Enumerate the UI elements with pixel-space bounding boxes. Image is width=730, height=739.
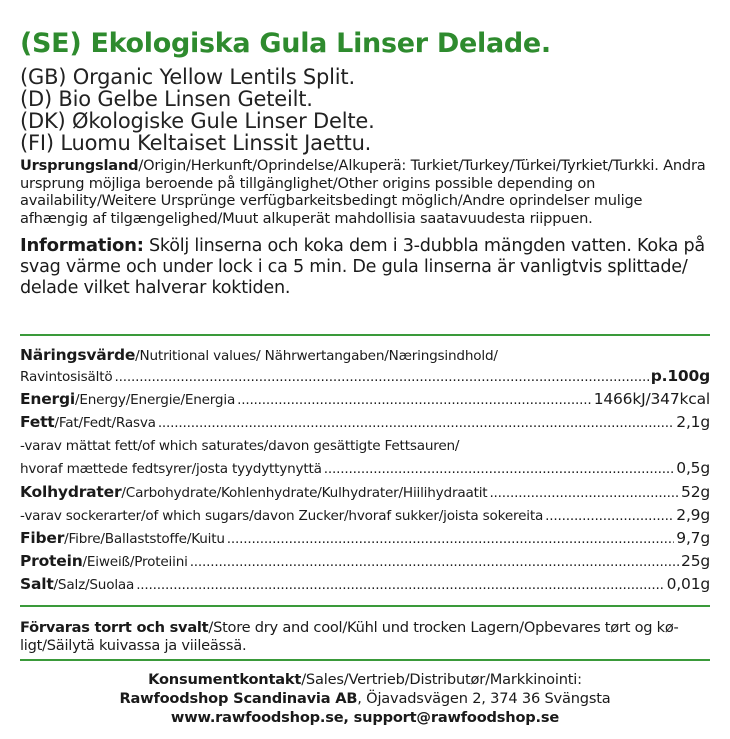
nutrient-translations: /Eiweiß/Proteiini: [82, 554, 188, 570]
dot-leader: [237, 392, 592, 408]
contact-line-3: [20, 708, 710, 727]
contact-line-1: [20, 670, 710, 689]
nutrient-value: 2,9g: [676, 506, 710, 524]
nutrition-header-rest: /Nutritional values/ Nährwertangaben/Næringsindhold/: [135, 348, 498, 364]
nutrient-value: 2,1g: [676, 413, 710, 431]
nutrition-row-protein: [20, 552, 710, 570]
information-paragraph: [20, 235, 712, 299]
contact-web-email: www.rawfoodshop.se, support@rawfoodshop.se: [170, 709, 560, 726]
contact-block: [20, 670, 710, 727]
nutrition-row-sugars: [20, 506, 710, 524]
nutrient-translations: /Energy/Energie/Energia: [75, 392, 236, 408]
nutrition-row-saturates: [20, 459, 710, 477]
translation-dk: (DK) Økologiske Gule Linser Delte.: [20, 109, 375, 133]
storage-text: /Store dry and cool/Kühl und trocken Lagern/Opbevares tørt og kø-ligt/Säilytä kuivassa ja viileässä.: [20, 619, 679, 654]
nutrient-translations: /Fat/Fedt/Rasva: [54, 415, 156, 431]
dot-leader: [489, 485, 679, 501]
information-label: Information:: [20, 235, 144, 256]
nutrient-translations: -varav sockerarter/of which sugars/davon Zucker/hvoraf sukker/joista sokereita: [20, 508, 544, 524]
nutrition-per-row: [20, 367, 710, 385]
nutrient-translations: /Fibre/Ballaststoffe/Kuitu: [64, 531, 225, 547]
nutrition-row-fibre: [20, 529, 710, 547]
contact-address: , Öjavadsvägen 2, 374 36 Svängsta: [357, 690, 611, 707]
nutrition-header-bold: Näringsvärde: [20, 346, 136, 364]
nutrient-value: 0,01g: [666, 575, 710, 593]
dot-leader: [136, 577, 664, 593]
dot-leader: [227, 531, 675, 547]
information-text: Skölj linserna och koka dem i 3-dubbla mängden vatten. Koka på svag värme och under lock i ca 5 min. De gula linserna är vanligtvis splittade/ delade vilket halverar koktiden.: [20, 236, 705, 298]
nutrient-name: Salt: [20, 575, 54, 593]
divider-middle: [20, 605, 710, 607]
dot-leader: [158, 415, 674, 431]
dot-leader: [324, 461, 675, 477]
nutrient-value: 25g: [681, 552, 710, 570]
product-title: (SE) Ekologiska Gula Linser Delade.: [20, 28, 551, 59]
nutrition-row-carbohydrate: [20, 483, 710, 501]
translation-gb: (GB) Organic Yellow Lentils Split.: [20, 65, 355, 89]
nutrient-value: 1466kJ/347kcal: [593, 390, 710, 408]
dot-leader: [190, 554, 679, 570]
nutrition-header-line2: Ravintosisältö: [20, 369, 113, 385]
nutrient-value: 52g: [681, 483, 710, 501]
nutrient-translations: /Salz/Suolaa: [53, 577, 135, 593]
contact-line-2: [20, 689, 710, 708]
translation-de: (D) Bio Gelbe Linsen Geteilt.: [20, 87, 313, 111]
nutrient-value: 0,5g: [676, 459, 710, 477]
storage-paragraph: [20, 619, 700, 655]
nutrient-name: Fiber: [20, 529, 65, 547]
divider-top: [20, 334, 710, 336]
storage-label: Förvaras torrt och svalt: [20, 619, 209, 636]
nutrient-name: Protein: [20, 552, 83, 570]
nutrient-value: 9,7g: [676, 529, 710, 547]
nutrition-row-salt: [20, 575, 710, 593]
dot-leader: [114, 369, 648, 385]
origin-label: Ursprungsland: [20, 157, 139, 174]
nutrition-row-fat: [20, 413, 710, 431]
nutrient-translations: hvoraf mættede fedtsyrer/josta tyydyttynyttä: [20, 461, 322, 477]
origin-paragraph: [20, 157, 712, 227]
translation-fi: (FI) Luomu Keltaiset Linssit Jaettu.: [20, 131, 372, 155]
nutrition-row-saturates-line1: -varav mättat fett/of which saturates/davon gesättigte Fettsauren/: [20, 438, 460, 454]
nutrient-name: Energi: [20, 390, 75, 408]
contact-label: Konsumentkontakt: [148, 671, 302, 688]
origin-text: /Origin/Herkunft/Oprindelse/Alkuperä: Turkiet/Turkey/Türkei/Tyrkiet/Turkki. Andra ursprung möjliga beroende på tillgänglighet/Other origins possible depending on availability/Weitere Ursprünge verfügbarkeitsbedingt möglich/Andre oprindelser mulige afhængig af tilgængelighed/Muut alkuperät mahdollisia saatavuudesta riippuen.: [20, 157, 706, 227]
nutrient-translations: /Carbohydrate/Kohlenhydrate/Kulhydrater/Hiilihydraatit: [121, 485, 488, 501]
divider-bottom: [20, 659, 710, 661]
nutrient-name: Kolhydrater: [20, 483, 122, 501]
nutrition-row-energy: [20, 390, 710, 408]
contact-company: Rawfoodshop Scandinavia AB: [119, 690, 358, 707]
contact-label-rest: /Sales/Vertrieb/Distributør/Markkinointi:: [301, 671, 582, 688]
nutrient-name: Fett: [20, 413, 55, 431]
dot-leader: [545, 508, 674, 524]
nutrition-header: [20, 346, 498, 364]
nutrition-per-value: p.100g: [650, 367, 710, 385]
